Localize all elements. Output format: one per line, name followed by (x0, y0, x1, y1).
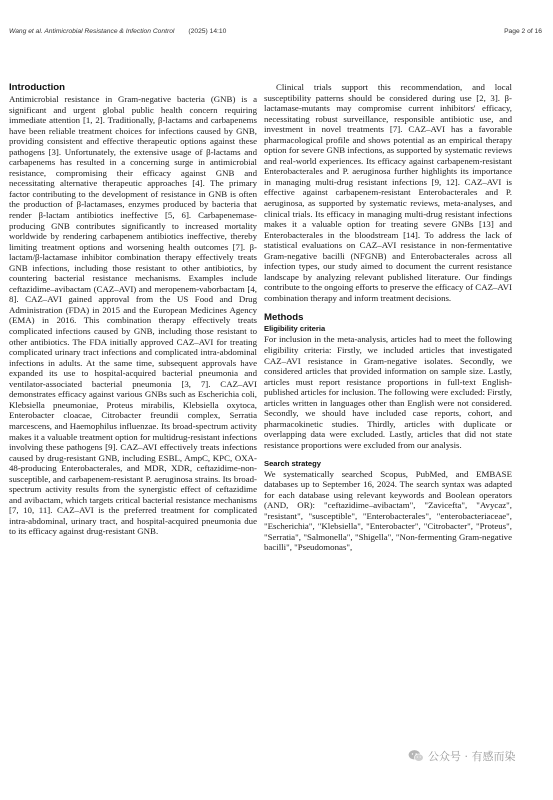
watermark-text: 公众号 · 有感而染 (428, 750, 516, 763)
introduction-paragraph: Antimicrobial resistance in Gram-negative bacteria (GNB) is a significant and urgent global public health concern requiring immediate attention [1, 2]. Traditionally, β-lactams and carbapenems have been reliable treatment choices for infections caused by GNB, providing consistent and effective therapeutic options against these pathogens [3]. Unfortunately, the extensive usage of β-lactams and carbapenems has resulted in a concerning surge in antimicrobial resistance, compromising their efficacy against GNB and necessitating alternative therapeutic approaches [4]. The primary factor contributing to the development of resistance in GNB is often the production of β-lactamases, enzymes produced by bacteria that render β-lactam antibiotics ineffective [5, 6]. Carbapenemase-producing GNB contributes significantly to increased mortality worldwide by rendering carbapenem antibiotics ineffective, thereby limiting treatment options and worsening health outcomes [7]. β-lactam/β-lactamase inhibitor combination therapy effectively treats GNB infections, including those resistant to other antibiotics, by countering bacterial resistance mechanisms. Examples include ceftazidime–avibactam (CAZ–AVI) and meropenem-vaborbactam [4, 8]. CAZ–AVI gained approval from the US Food and Drug Administration (FDA) in 2015 and the European Medicines Agency (EMA) in 2016. This combination therapy effectively treats complicated infections caused by GNB, including those resistant to other antibiotics. The FDA initially approved CAZ–AVI for treating complicated urinary tract infections and complicated intra-abdominal infections in adults. At the same time, subsequent approvals have expanded its use to hospital-acquired bacterial pneumonia and ventilator-associated bacterial pneumonia [3, 7]. CAZ–AVI demonstrates efficacy against various GNBs such as Escherichia coli, Klebsiella pneumoniae, Proteus mirabilis, Klebsiella oxytoca, Enterobacter cloacae, Citrobacter freundii complex, Serratia marcescens, and Haemophilus influenzae. Its broad-spectrum activity makes it a valuable treatment option for multidrug-resistant infections involving these pathogens [9]. CAZ–AVI effectively treats infections caused by drug-resistant GNB, including ESBL, AmpC, KPC, OXA-48-producing Enterobacterales, and MDR, XDR, ceftazidime-non-susceptible, and carbapenem-resistant P. aeruginosa strains. Its broad-spectrum activity results from the synergistic effect of ceftazidime and avibactam, which targets critical bacterial resistance mechanisms [7, 10, 11]. CAZ–AVI is the preferred treatment for complicated intra-abdominal, urinary tract, and hospital-acquired pneumonia due to its efficacy against drug-resistant GNB. (9, 94, 257, 537)
introduction-continued-paragraph: Clinical trials support this recommendation, and local susceptibility patterns should be considered during use [2, 3]. β-lactamase-mutants may compromise current inhibitors' efficacy, necessitating robust surveillance, responsible antibiotic use, and investment in novel treatments [7]. CAZ–AVI has a favorable pharmacological profile and shows potential as an empirical therapy option for severe GNB infections, as supported by systematic reviews and real-world experiences. Its efficacy against carbapenem-resistant Enterobacterales and P. aeruginosa further highlights its importance in managing multi-drug resistant infections [9, 12]. CAZ–AVI is effective against carbapenem-resistant Enterobacterales and P. aeruginosa, as supported by systematic reviews, meta-analyses, and clinical trials. Its efficacy in managing multi-drug resistant infections makes it a valuable option for treating severe GNBs [13] and Enterobacterales in the bloodstream [14]. To address the lack of statistical evaluations on CAZ–AVI resistance in non-fermentative Gram-negative bacilli (NFGNB) and Enterobacterales across all infection types, our study aimed to document the current resistance landscape by analyzing relevant published literature. Our findings contribute to the ongoing efforts to preserve the efficacy of CAZ–AVI combination therapy and inform treatment decisions. (264, 82, 512, 303)
left-column (9, 82, 257, 537)
running-header-citation (9, 27, 226, 36)
wechat-icon (408, 749, 424, 763)
journal-citation: Wang et al. Antimicrobial Resistance & Infection Control (9, 28, 175, 35)
watermark (408, 748, 516, 764)
methods-heading: Methods (264, 312, 304, 324)
volume-issue: (2025) 14:10 (188, 28, 227, 35)
search-strategy-paragraph: We systematically searched Scopus, PubMed, and EMBASE databases up to September 16, 2024. The search syntax was adapted for each database using relevant keywords and Boolean operators (AND, OR): "ceftazidime–avibactam", "Zavicefta", "Avycaz", "resistant", "susceptible", "Enterobacterales", "enterobacteriaceae", "Escherichia", "Klebsiella", "Enterobacter", "Citrobacter", "Proteus", "Serratia", "Salmonella", "Shigella", "Non-fermenting Gram-negative bacilli", "Pseudomonas", (264, 468, 512, 553)
eligibility-paragraph: For inclusion in the meta-analysis, articles had to meet the following eligibility criteria: Firstly, we included articles that investigated CAZ–AVI resistance in Gram-negative isolates. Secondly, we considered articles that provided information on sample size. Lastly, articles must report resistance proportions in full-text English-published articles for inclusion. The following were excluded: Firstly, articles written in languages other than English were not considered. Secondly, we should have included case reports, cohort, and pharmacokinetic studies. Thirdly, articles with duplicate or overlapping data were excluded. Lastly, articles that did not state resistance proportions were excluded from our analysis. (264, 334, 512, 450)
right-column (264, 82, 512, 553)
page-number: Page 2 of 16 (504, 28, 542, 35)
eligibility-heading: Eligibility criteria (264, 324, 326, 334)
introduction-heading: Introduction (9, 82, 65, 93)
search-strategy-heading: Search strategy (264, 458, 321, 468)
